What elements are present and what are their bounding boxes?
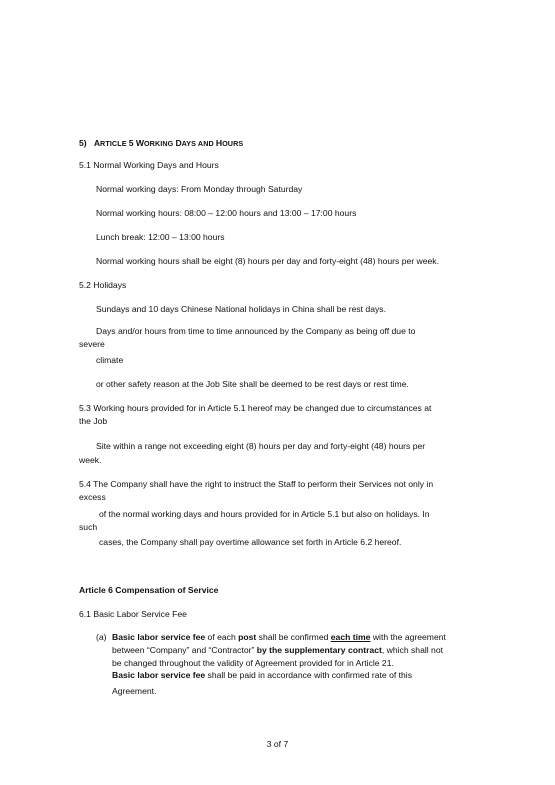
days-off-line-climate: climate bbox=[96, 355, 124, 365]
subsection-5-3-line2: the Job bbox=[79, 416, 108, 426]
days-off-line-cont: severe bbox=[79, 339, 105, 349]
subsection-5-4-line4: such bbox=[79, 522, 98, 532]
working-days-line: Normal working days: From Monday through Saturday bbox=[96, 184, 303, 194]
subsection-5-4-line5: cases, the Company shall pay overtime allowance set forth in Article 6.2 hereof. bbox=[99, 537, 402, 547]
item-a-line2: between “Company” and “Contractor” by the supplementary contract, which shall not bbox=[112, 645, 444, 655]
page-number: 3 of 7 bbox=[266, 739, 289, 749]
item-a-line4: Basic labor service fee shall be paid in accordance with confirmed rate of this bbox=[112, 670, 412, 680]
working-hours-line: Normal working hours: 08:00 – 12:00 hours and 13:00 – 17:00 hours bbox=[96, 208, 357, 218]
item-a-marker: (a) bbox=[96, 632, 107, 642]
eight-hours-line: Normal working hours shall be eight (8) hours per day and forty-eight (48) hours per week. bbox=[96, 256, 439, 266]
subsection-5-4-line2: excess bbox=[79, 492, 106, 502]
item-a-line1: Basic labor service fee of each post shall be confirmed each time with the agreement bbox=[112, 632, 446, 642]
subsection-5-4-line3: of the normal working days and hours provided for in Article 5.1 but also on holidays. In bbox=[99, 509, 430, 519]
subsection-5-3-line4: week. bbox=[79, 455, 102, 465]
rest-days-line: Sundays and 10 days Chinese National holidays in China shall be rest days. bbox=[96, 304, 386, 314]
subsection-5-3-line1: 5.3 Working hours provided for in Article 5.1 hereof may be changed due to circumstances at bbox=[79, 403, 432, 413]
subsection-5-2-heading: 5.2 Holidays bbox=[79, 280, 127, 290]
days-off-line: Days and/or hours from time to time announced by the Company as being off due to bbox=[96, 326, 416, 336]
subsection-5-4-line1: 5.4 The Company shall have the right to instruct the Staff to perform their Services not only in bbox=[79, 479, 434, 489]
item-a-line3: be changed throughout the validity of Agreement provided for in Article 21. bbox=[112, 658, 394, 668]
subsection-5-1-heading: 5.1 Normal Working Days and Hours bbox=[79, 160, 219, 170]
lunch-break-line: Lunch break: 12:00 – 13:00 hours bbox=[96, 232, 225, 242]
subsection-6-1-heading: 6.1 Basic Labor Service Fee bbox=[79, 609, 187, 619]
item-a-line5: Agreement. bbox=[112, 686, 157, 696]
subsection-5-3-line3: Site within a range not exceeding eight (8) hours per day and forty-eight (48) hours per bbox=[96, 441, 426, 451]
section-5-heading: 5) ARTICLE 5 WORKING DAYS AND HOURS bbox=[79, 138, 244, 148]
section-number: 5) bbox=[79, 138, 87, 148]
days-off-line-safety: or other safety reason at the Job Site shall be deemed to be rest days or rest time. bbox=[96, 379, 409, 389]
section-6-heading: Article 6 Compensation of Service bbox=[79, 585, 219, 595]
